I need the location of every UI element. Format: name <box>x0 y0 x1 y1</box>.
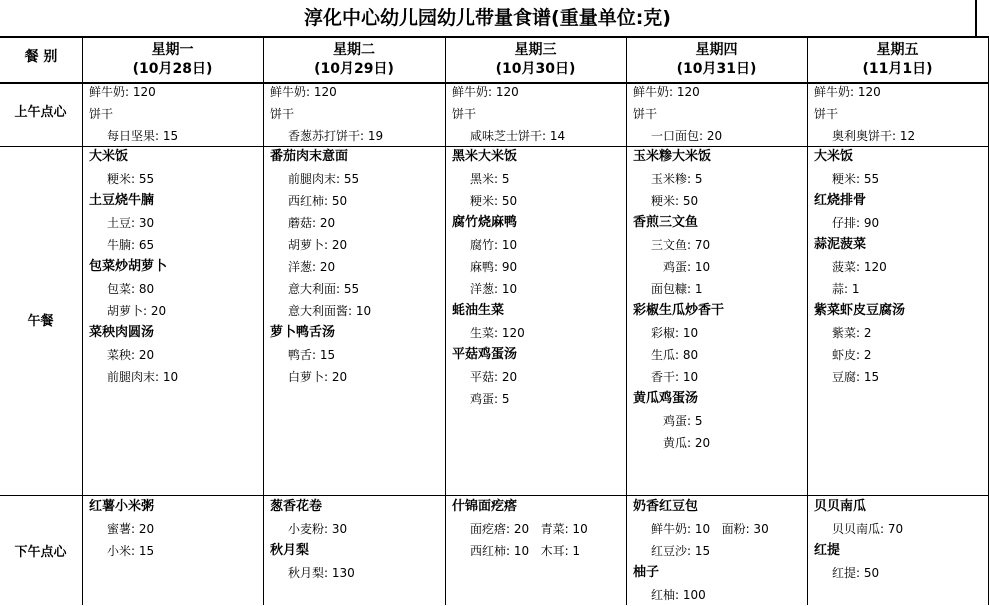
ingredient-line: 奥利奥饼干: 12 <box>832 129 916 143</box>
ingredient-line: 菜秧: 20 <box>107 348 155 362</box>
ingredient-line: 仔排: 90 <box>832 216 880 230</box>
dish-name: 萝卜鸭舌汤 <box>270 325 336 340</box>
day-weekday: 星期二 <box>333 42 375 58</box>
ingredient-line: 秋月梨: 130 <box>288 566 355 580</box>
dish-name: 红提 <box>814 543 841 558</box>
column-divider <box>263 36 264 605</box>
ingredient-line: 鸡蛋: 5 <box>663 414 703 428</box>
dish-name: 黑米大米饭 <box>452 149 518 164</box>
ingredient-line: 菠菜: 120 <box>832 260 887 274</box>
ingredient-line: 饼干 <box>89 107 114 121</box>
ingredient-line: 鸡蛋: 5 <box>470 392 510 406</box>
ingredient-line: 蜜薯: 20 <box>107 522 155 536</box>
ingredient-line: 贝贝南瓜: 70 <box>832 522 904 536</box>
ingredient-line: 豆腐: 15 <box>832 370 880 384</box>
dish-name: 腐竹烧麻鸭 <box>452 215 518 230</box>
ingredient-line: 黑米: 5 <box>470 172 510 186</box>
ingredient-line: 胡萝卜: 20 <box>107 304 167 318</box>
meal-label: 上午点心 <box>14 105 67 120</box>
meal-label: 午餐 <box>27 314 54 329</box>
ingredient-line: 一口面包: 20 <box>651 129 723 143</box>
ingredient-line: 麻鸭: 90 <box>470 260 518 274</box>
dish-name: 黄瓜鸡蛋汤 <box>633 391 699 406</box>
dish-name: 蚝油生菜 <box>452 303 505 318</box>
ingredient-line: 洋葱: 10 <box>470 282 518 296</box>
ingredient-line: 小麦粉: 30 <box>288 522 348 536</box>
dish-name: 蒜泥菠菜 <box>814 237 867 252</box>
day-header <box>807 38 988 82</box>
column-divider <box>82 36 83 605</box>
day-header <box>263 38 445 82</box>
ingredient-line: 意大利面酱: 10 <box>288 304 372 318</box>
ingredient-line: 彩椒: 10 <box>651 326 699 340</box>
ingredient-line: 香葱苏打饼干: 19 <box>288 129 384 143</box>
dish-name: 红烧排骨 <box>814 193 867 208</box>
day-weekday: 星期四 <box>695 42 738 58</box>
ingredient-line: 小米: 15 <box>107 544 155 558</box>
ingredient-line: 面疙瘩: 20 青菜: 10 <box>470 522 588 536</box>
ingredient-line: 包菜: 80 <box>107 282 155 296</box>
meal-label: 下午点心 <box>14 545 67 560</box>
day-weekday: 星期五 <box>876 42 919 58</box>
ingredient-line: 生瓜: 80 <box>651 348 699 362</box>
column-divider <box>807 36 808 605</box>
ingredient-line: 粳米: 55 <box>107 172 155 186</box>
dish-name: 什锦面疙瘩 <box>452 499 518 514</box>
ingredient-line: 西红柿: 10 木耳: 1 <box>470 544 581 558</box>
ingredient-line: 黄瓜: 20 <box>663 436 711 450</box>
day-weekday: 星期三 <box>514 42 557 58</box>
ingredient-line: 红豆沙: 15 <box>651 544 711 558</box>
ingredient-line: 鲜牛奶: 120 <box>270 85 337 99</box>
ingredient-line: 鲜牛奶: 120 <box>89 85 156 99</box>
dish-name: 大米饭 <box>814 149 854 164</box>
dish-name: 大米饭 <box>89 149 129 164</box>
ingredient-line: 饼干 <box>270 107 295 121</box>
day-header <box>82 38 263 82</box>
meal-column-header <box>0 38 82 82</box>
dish-name: 彩椒生瓜炒香干 <box>633 303 725 318</box>
ingredient-line: 鲜牛奶: 120 <box>633 85 700 99</box>
column-divider <box>445 36 446 605</box>
day-date: (10月31日) <box>676 61 757 77</box>
ingredient-line: 面包糠: 1 <box>651 282 703 296</box>
ingredient-line: 鲜牛奶: 10 面粉: 30 <box>651 522 769 536</box>
ingredient-line: 鸭舌: 15 <box>288 348 336 362</box>
dish-name: 香煎三文鱼 <box>633 215 699 230</box>
ingredient-line: 西红柿: 50 <box>288 194 348 208</box>
dish-name: 土豆烧牛腩 <box>89 193 155 208</box>
ingredient-line: 紫菜: 2 <box>832 326 872 340</box>
meal-column-label: 餐 别 <box>24 49 58 65</box>
ingredient-line: 饼干 <box>814 107 839 121</box>
day-date: (11月1日) <box>862 61 933 77</box>
ingredient-line: 红提: 50 <box>832 566 880 580</box>
ingredient-line: 牛腩: 65 <box>107 238 155 252</box>
day-date: (10月29日) <box>314 61 394 77</box>
ingredient-line: 腐竹: 10 <box>470 238 518 252</box>
ingredient-line: 洋葱: 20 <box>288 260 336 274</box>
ingredient-line: 平菇: 20 <box>470 370 518 384</box>
ingredient-line: 虾皮: 2 <box>832 348 872 362</box>
day-weekday: 星期一 <box>151 42 194 58</box>
ingredient-line: 生菜: 120 <box>470 326 525 340</box>
dish-name: 番茄肉末意面 <box>270 149 349 164</box>
dish-name: 葱香花卷 <box>270 499 323 514</box>
ingredient-line: 粳米: 55 <box>832 172 880 186</box>
dish-name: 菜秧肉圆汤 <box>89 325 155 340</box>
ingredient-line: 鲜牛奶: 120 <box>814 85 881 99</box>
day-date: (10月30日) <box>495 61 576 77</box>
ingredient-line: 意大利面: 55 <box>288 282 360 296</box>
ingredient-line: 咸味芝士饼干: 14 <box>470 129 566 143</box>
ingredient-line: 红柚: 100 <box>651 588 706 602</box>
dish-name: 紫菜虾皮豆腐汤 <box>814 303 906 318</box>
dish-name: 红薯小米粥 <box>89 499 155 514</box>
ingredient-line: 饼干 <box>633 107 658 121</box>
ingredient-line: 饼干 <box>452 107 477 121</box>
ingredient-line: 粳米: 50 <box>470 194 518 208</box>
day-header <box>626 38 807 82</box>
dish-name: 柚子 <box>633 565 660 580</box>
dish-name: 奶香红豆包 <box>633 499 699 514</box>
ingredient-line: 每日坚果: 15 <box>107 129 179 143</box>
ingredient-line: 蒜: 1 <box>832 282 860 296</box>
ingredient-line: 前腿肉末: 10 <box>107 370 179 384</box>
ingredient-line: 白萝卜: 20 <box>288 370 348 384</box>
ingredient-line: 粳米: 50 <box>651 194 699 208</box>
dish-name: 贝贝南瓜 <box>814 499 867 514</box>
ingredient-line: 土豆: 30 <box>107 216 155 230</box>
page-title: 淳化中心幼儿园幼儿带量食谱(重量单位:克) <box>0 0 977 36</box>
ingredient-line: 玉米糁: 5 <box>651 172 703 186</box>
column-divider <box>626 36 627 605</box>
dish-name: 包菜炒胡萝卜 <box>89 259 168 274</box>
dish-name: 平菇鸡蛋汤 <box>452 347 518 362</box>
ingredient-line: 鲜牛奶: 120 <box>452 85 519 99</box>
day-date: (10月28日) <box>132 61 213 77</box>
ingredient-line: 蘑菇: 20 <box>288 216 336 230</box>
ingredient-line: 前腿肉末: 55 <box>288 172 360 186</box>
ingredient-line: 三文鱼: 70 <box>651 238 711 252</box>
ingredient-line: 鸡蛋: 10 <box>663 260 711 274</box>
dish-name: 玉米糁大米饭 <box>633 149 712 164</box>
dish-name: 秋月梨 <box>270 543 310 558</box>
ingredient-line: 胡萝卜: 20 <box>288 238 348 252</box>
ingredient-line: 香干: 10 <box>651 370 699 384</box>
day-header <box>445 38 626 82</box>
